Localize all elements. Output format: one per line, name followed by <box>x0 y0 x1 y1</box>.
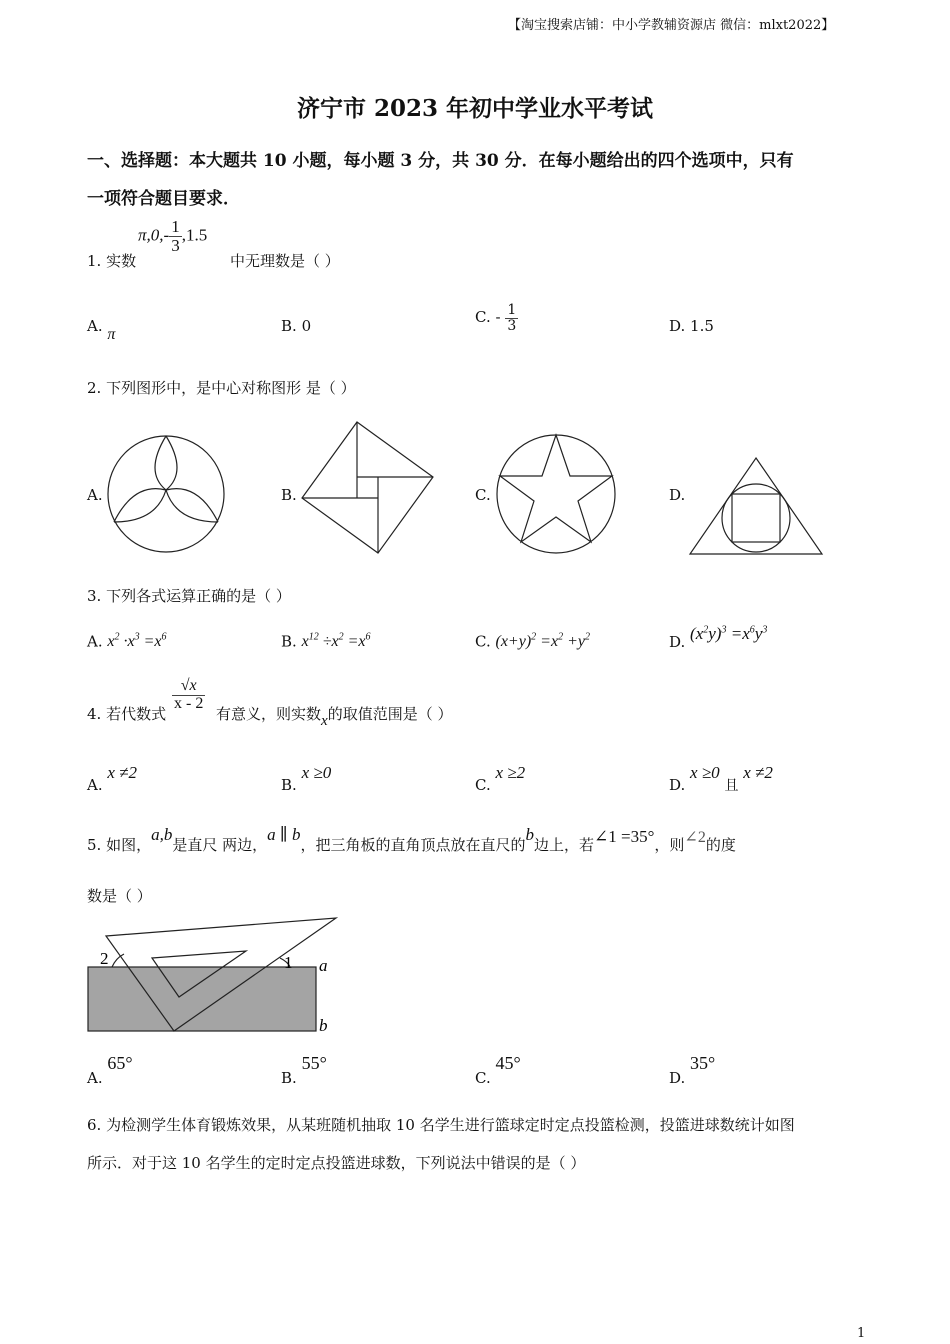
q3-option-b-expr: $x^{12} \div x^2 =x^6$ <box>301 632 371 651</box>
q1-option-b-value: 0 <box>301 317 312 335</box>
q5-label-angle2: 2 <box>100 949 109 968</box>
q5-label-line-b: b <box>319 1016 328 1035</box>
page-number: 1 <box>857 1326 866 1341</box>
q4-var: x <box>321 713 328 729</box>
q4-option-b-label: B. <box>281 776 297 794</box>
q5-text-line1: 5. 如图，a,b是直尺 两边，a ∥ b，把三角板的直角顶点放在直尺的b边上，若∠1 =35°，则∠2的度 <box>87 825 736 854</box>
q4-frac-den: x - 2 <box>174 694 204 712</box>
q5-math-parallel: a ∥ b <box>267 825 301 844</box>
q2-option-d-label: D. <box>669 486 686 504</box>
q5-option-d-label: D. <box>669 1069 686 1087</box>
q5-option-b-value: 55° <box>301 1053 327 1073</box>
q3-option-a <box>87 632 167 651</box>
q1-expr-b: ,1.5 <box>181 225 208 245</box>
q3-text: 3. 下列各式运算正确的是（ ） <box>87 587 291 605</box>
q1-option-d <box>669 317 714 335</box>
q1-option-a <box>87 317 116 343</box>
q4-option-d-value: x ≥0 <box>690 763 720 782</box>
q4-option-d <box>669 763 773 795</box>
q5-math-ab: a,b <box>151 825 173 844</box>
q2-text: 2. 下列图形中，是中心对称图形 是（ ） <box>87 379 356 397</box>
q1-expr-a: π,0,- <box>138 225 170 245</box>
q1-option-b <box>281 317 311 335</box>
q4-middle: 有意义，则实数x的取值范围是（ ） <box>216 705 453 729</box>
q3-option-c-expr: $(x+y)^2 =x^2 +y^2$ <box>495 632 590 651</box>
q1-option-c-label: C. <box>475 308 491 327</box>
q5-option-c-value: 45° <box>495 1053 521 1073</box>
q5-option-a-label: A. <box>87 1069 103 1087</box>
section-heading-line2: 一项符合题目要求． <box>87 189 240 209</box>
section-heading-line1: 一、选择题：本大题共 10 小题，每小题 3 分，共 30 分．在每小题给出的四个选项中，只有 <box>87 151 794 171</box>
q4-option-d-joiner: 且 <box>724 778 739 794</box>
q6-text-line2: 所示．对于这 10 名学生的定时定点投篮进球数，下列说法中错误的是（ ） <box>87 1154 586 1172</box>
q5-math-angle1: ∠1 =35° <box>594 827 655 846</box>
q2-option-c-label: C. <box>475 486 491 504</box>
q5-option-a <box>87 1053 133 1088</box>
q3-option-d <box>669 624 768 652</box>
q5-text-line2: 数是（ ） <box>87 887 152 905</box>
q1-expression <box>138 218 207 255</box>
q5-label-line-a: a <box>319 956 328 975</box>
q1-suffix: 中无理数是（ ） <box>230 252 340 270</box>
q2-figure-b-pinwheel <box>300 420 436 556</box>
q4-option-a <box>87 763 138 795</box>
q2-figure-d-triangle <box>688 456 826 558</box>
q1-option-b-label: B. <box>281 317 297 335</box>
q5-label-angle1: 1 <box>284 953 293 972</box>
q1-frac-den: 3 <box>171 235 180 255</box>
q3-option-c <box>475 632 590 651</box>
q4-option-a-label: A. <box>87 776 103 794</box>
q1-fraction <box>169 218 182 255</box>
q5-math-b: b <box>525 825 534 844</box>
q4-option-c <box>475 763 526 795</box>
q4-option-d-label: D. <box>669 776 686 794</box>
q4-frac-num: √x <box>172 678 205 696</box>
q4-fraction <box>172 678 205 713</box>
q4-option-d-value2: x ≠2 <box>743 763 773 782</box>
q5-math-angle2: ∠2 <box>684 829 706 846</box>
page-title: 济宁市 2023 年初中学业水平考试 <box>296 95 654 122</box>
q3-option-d-expr: $(x^2y)^3 =x^6y^3$ <box>690 624 768 643</box>
q4-option-b <box>281 763 332 795</box>
q1-frac-num: 1 <box>171 217 180 236</box>
q5-figure-ruler-triangle <box>84 914 344 1038</box>
q4-prefix: 4. 若代数式 <box>87 705 167 723</box>
q1-option-d-label: D. <box>669 317 686 335</box>
q1-option-c <box>475 303 518 333</box>
q5-option-d-value: 35° <box>690 1053 716 1073</box>
q5-option-b <box>281 1053 327 1088</box>
q2-option-b-label: B. <box>281 486 297 504</box>
q2-option-a-label: A. <box>87 486 103 504</box>
q6-text-line1: 6. 为检测学生体育锻炼效果，从某班随机抽取 10 名学生进行篮球定时定点投篮检测，投篮进球数统计如图 <box>87 1116 795 1134</box>
q1-option-a-label: A. <box>87 317 103 335</box>
q5-option-d <box>669 1053 716 1088</box>
q5-option-a-value: 65° <box>107 1053 133 1073</box>
q4-option-c-label: C. <box>475 776 491 794</box>
q3-option-b <box>281 632 370 651</box>
q3-option-a-label: A. <box>87 632 103 651</box>
q1-option-c-minus: - <box>495 308 501 327</box>
q4-option-b-value: x ≥0 <box>301 763 332 782</box>
q4-option-a-value: x ≠2 <box>107 763 138 782</box>
q3-option-b-label: B. <box>281 632 297 651</box>
q5-option-c-label: C. <box>475 1069 491 1087</box>
q2-figure-c-star <box>494 432 618 556</box>
q3-option-d-label: D. <box>669 633 686 651</box>
q5-option-c <box>475 1053 521 1088</box>
q1-option-c-den: 3 <box>507 317 517 334</box>
q1-option-d-value: 1.5 <box>690 317 714 335</box>
q5-option-b-label: B. <box>281 1069 297 1087</box>
header-note: 【淘宝搜索店铺：中小学教辅资源店 微信：mlxt2022】 <box>508 18 835 33</box>
q1-option-c-num: 1 <box>507 302 517 318</box>
q1-option-a-value: π <box>107 326 116 343</box>
q1-prefix: 1. 实数 <box>87 252 137 270</box>
q2-figure-a-trefoil <box>104 432 230 558</box>
q3-option-c-label: C. <box>475 632 491 651</box>
q4-option-c-value: x ≥2 <box>495 763 526 782</box>
q1-option-c-fraction <box>505 303 518 333</box>
q3-option-a-expr: $x^2 \cdot x^3 =x^6$ <box>107 632 167 651</box>
